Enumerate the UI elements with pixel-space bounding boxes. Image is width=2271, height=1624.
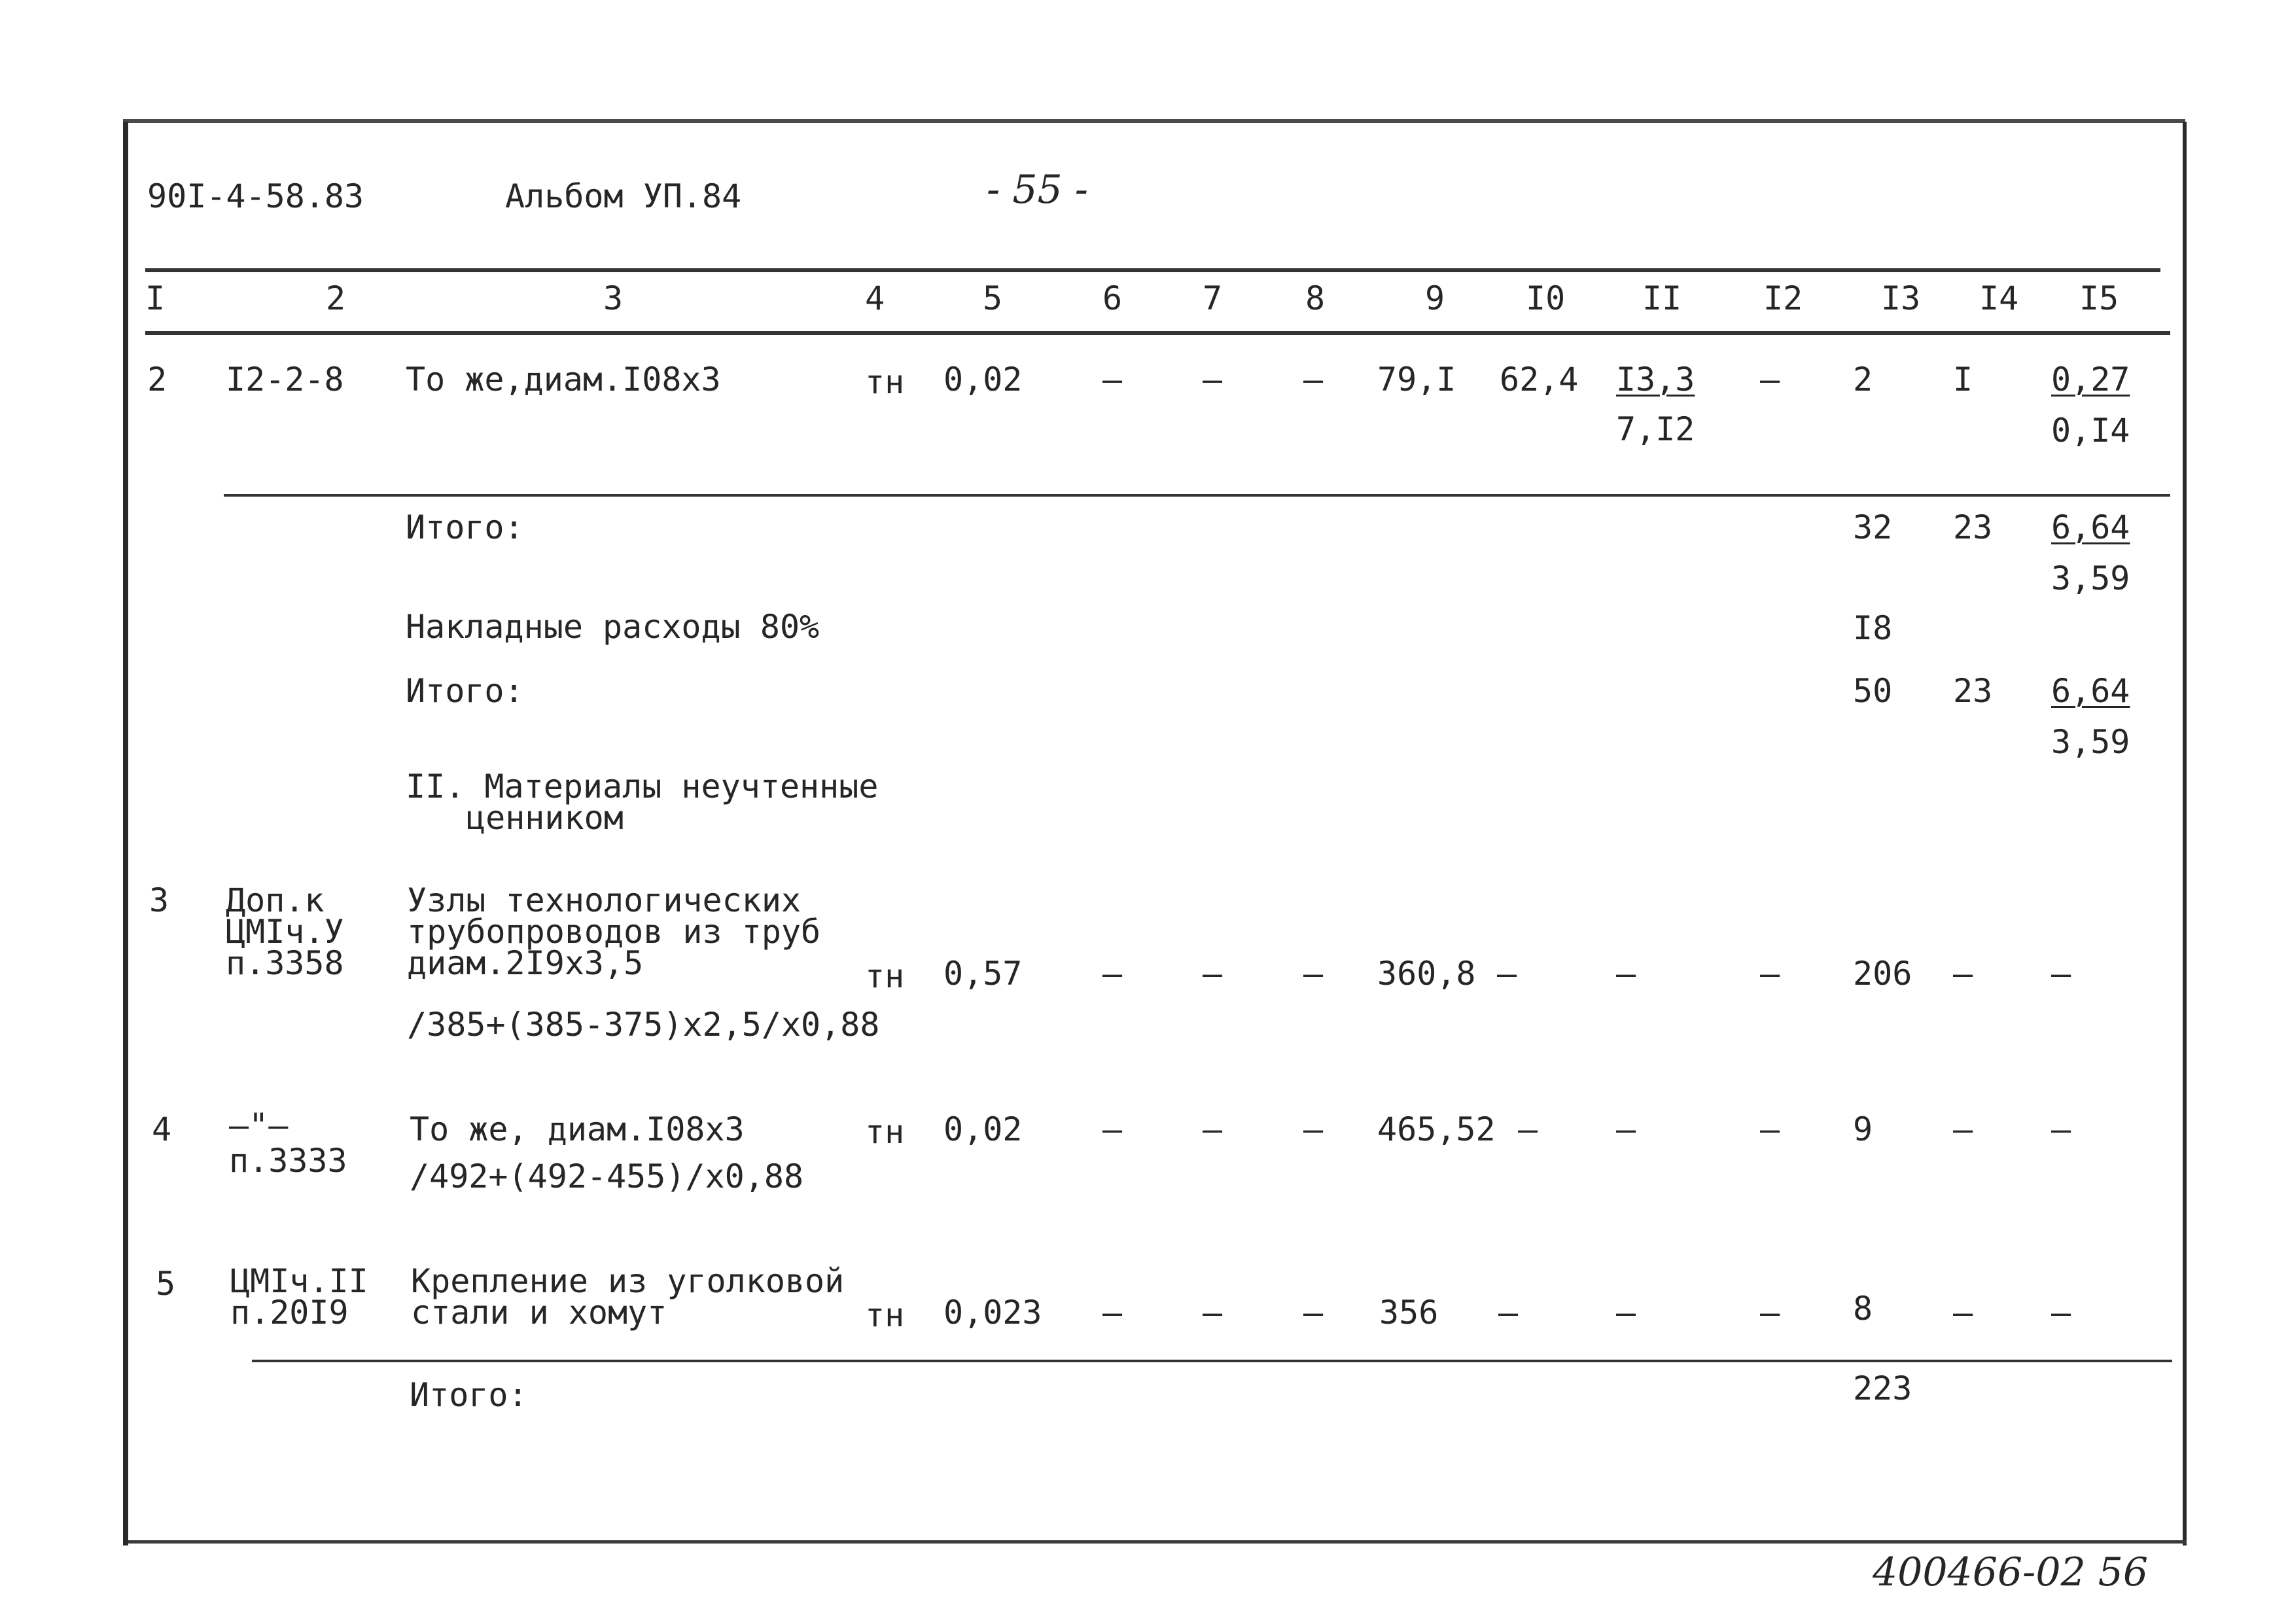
col-11-value: – bbox=[1616, 955, 1636, 993]
col-13-value: 9 bbox=[1853, 1110, 1873, 1148]
section-title-cont: ценником bbox=[466, 799, 624, 837]
subtotal-col-15-top: 6,64 bbox=[2051, 508, 2130, 546]
row-divider bbox=[224, 494, 2170, 497]
col-header-10: I0 bbox=[1526, 279, 1566, 317]
col-header-14: I4 bbox=[1979, 279, 2019, 317]
col-header-12: I2 bbox=[1763, 279, 1803, 317]
subtotal-col-14: 23 bbox=[1953, 508, 1993, 546]
row-divider bbox=[252, 1360, 2172, 1362]
row-number: 3 bbox=[149, 881, 169, 919]
price-code: I2-2-8 bbox=[226, 361, 344, 398]
row-number: 2 bbox=[147, 361, 167, 398]
col-15-bottom: 0,I4 bbox=[2051, 412, 2130, 450]
price-code-line2: ЦМIч.У bbox=[226, 913, 344, 951]
subtotal-col-15-bottom: 3,59 bbox=[2051, 559, 2130, 597]
col-13-value: 8 bbox=[1853, 1290, 1873, 1328]
item-name-line2: трубопроводов из труб bbox=[407, 913, 821, 951]
col-header-7: 7 bbox=[1203, 279, 1223, 317]
price-code-line2: п.20I9 bbox=[230, 1294, 349, 1332]
col-11-bottom: 7,I2 bbox=[1616, 410, 1695, 448]
col-header-13: I3 bbox=[1881, 279, 1921, 317]
archive-stamp: 400466-02 56 bbox=[1873, 1549, 2149, 1595]
col-14-value: – bbox=[1953, 955, 1973, 993]
album-title: Альбом УП.84 bbox=[505, 177, 742, 215]
quantity: 0,02 bbox=[943, 361, 1023, 398]
price-code-line3: п.3358 bbox=[226, 944, 344, 982]
col-15-value: – bbox=[2051, 1294, 2071, 1332]
col-15-value: – bbox=[2051, 1110, 2071, 1148]
grand-total-col-13: 223 bbox=[1853, 1369, 1912, 1407]
subtotal-col-13: 32 bbox=[1853, 508, 1893, 546]
quantity: 0,02 bbox=[943, 1110, 1023, 1148]
col-14-value: – bbox=[1953, 1294, 1973, 1332]
col-header-8: 8 bbox=[1305, 279, 1326, 317]
col-11-value: – bbox=[1616, 1110, 1636, 1148]
row-number: 5 bbox=[156, 1265, 176, 1303]
col-header-15: I5 bbox=[2079, 279, 2119, 317]
document-code: 90I-4-58.83 bbox=[147, 177, 364, 215]
col-header-3: 3 bbox=[603, 279, 624, 317]
unit: тн bbox=[865, 957, 905, 995]
item-name-line1: То же, диам.I08х3 bbox=[410, 1110, 745, 1148]
col-header-6: 6 bbox=[1102, 279, 1123, 317]
row-number: 4 bbox=[152, 1110, 172, 1148]
total-col-15-top: 6,64 bbox=[2051, 672, 2130, 710]
col-9-value: 360,8 bbox=[1377, 955, 1476, 993]
item-name-line1: Узлы технологических bbox=[407, 881, 801, 919]
col-header-9: 9 bbox=[1425, 279, 1445, 317]
subtotal-label: Итого: bbox=[406, 508, 524, 546]
col-6-value: – bbox=[1102, 1110, 1123, 1148]
col-9-value: 79,I bbox=[1377, 361, 1456, 398]
price-code-line2: п.3333 bbox=[229, 1142, 347, 1180]
col-header-1: I bbox=[145, 279, 166, 317]
col-8-value: – bbox=[1303, 361, 1324, 398]
col-12-value: – bbox=[1760, 361, 1780, 398]
col-13-value: 206 bbox=[1853, 955, 1912, 993]
col-12-value: – bbox=[1760, 1110, 1780, 1148]
col-10-value: – bbox=[1498, 1294, 1519, 1332]
col-8-value: – bbox=[1303, 1294, 1324, 1332]
grand-total-label: Итого: bbox=[410, 1376, 528, 1414]
total-col-15-bottom: 3,59 bbox=[2051, 723, 2130, 761]
col-7-value: – bbox=[1203, 1294, 1223, 1332]
frame-top bbox=[123, 119, 2185, 123]
unit: тн bbox=[865, 363, 905, 401]
price-code-line1: –"– bbox=[229, 1106, 289, 1144]
frame-bottom bbox=[128, 1540, 2187, 1544]
header-rule-bottom bbox=[145, 331, 2170, 335]
col-8-value: – bbox=[1303, 955, 1324, 993]
item-name-line3: диам.2I9х3,5 bbox=[407, 944, 644, 982]
col-9-value: 356 bbox=[1379, 1294, 1439, 1332]
frame-left bbox=[123, 122, 128, 1545]
col-11-top: I3,3 bbox=[1616, 361, 1695, 398]
col-10-value: 62,4 bbox=[1500, 361, 1579, 398]
col-header-11: II bbox=[1642, 279, 1682, 317]
col-10-value: – bbox=[1518, 1110, 1538, 1148]
section-title: II. Материалы неучтенные bbox=[406, 768, 879, 805]
col-8-value: – bbox=[1303, 1110, 1324, 1148]
col-10-value: – bbox=[1497, 955, 1517, 993]
col-6-value: – bbox=[1102, 955, 1123, 993]
col-15-top: 0,27 bbox=[2051, 361, 2130, 398]
price-code-line1: Доп.к bbox=[226, 881, 325, 919]
header-rule-top bbox=[145, 268, 2160, 272]
col-7-value: – bbox=[1203, 361, 1223, 398]
col-9-value: 465,52 bbox=[1377, 1110, 1496, 1148]
col-15-value: – bbox=[2051, 955, 2071, 993]
unit: тн bbox=[865, 1113, 905, 1151]
col-11-value: – bbox=[1616, 1294, 1636, 1332]
total-col-14: 23 bbox=[1953, 672, 1993, 710]
col-header-4: 4 bbox=[865, 279, 885, 317]
col-14-value: I bbox=[1953, 361, 1973, 398]
item-name: То же,диам.I08х3 bbox=[406, 361, 721, 398]
total-label: Итого: bbox=[406, 672, 524, 710]
page-number: - 55 - bbox=[987, 167, 1089, 213]
quantity: 0,023 bbox=[943, 1294, 1042, 1332]
overhead-col-13: I8 bbox=[1853, 609, 1893, 647]
col-6-value: – bbox=[1102, 1294, 1123, 1332]
quantity: 0,57 bbox=[943, 955, 1023, 993]
col-7-value: – bbox=[1203, 1110, 1223, 1148]
item-name-line1: Крепление из уголковой bbox=[411, 1262, 845, 1300]
unit: тн bbox=[865, 1296, 905, 1334]
col-7-value: – bbox=[1203, 955, 1223, 993]
frame-right bbox=[2183, 122, 2187, 1545]
col-header-2: 2 bbox=[326, 279, 346, 317]
total-col-13: 50 bbox=[1853, 672, 1893, 710]
col-12-value: – bbox=[1760, 1294, 1780, 1332]
col-header-5: 5 bbox=[983, 279, 1003, 317]
item-formula: /385+(385-375)х2,5/х0,88 bbox=[407, 1006, 880, 1044]
price-code-line1: ЦМIч.II bbox=[230, 1262, 368, 1300]
item-name-line2: стали и хомут bbox=[411, 1294, 667, 1332]
col-6-value: – bbox=[1102, 361, 1123, 398]
item-formula: /492+(492-455)/х0,88 bbox=[410, 1157, 804, 1195]
col-12-value: – bbox=[1760, 955, 1780, 993]
col-14-value: – bbox=[1953, 1110, 1973, 1148]
col-13-value: 2 bbox=[1853, 361, 1873, 398]
overhead-label: Накладные расходы 80% bbox=[406, 608, 820, 646]
